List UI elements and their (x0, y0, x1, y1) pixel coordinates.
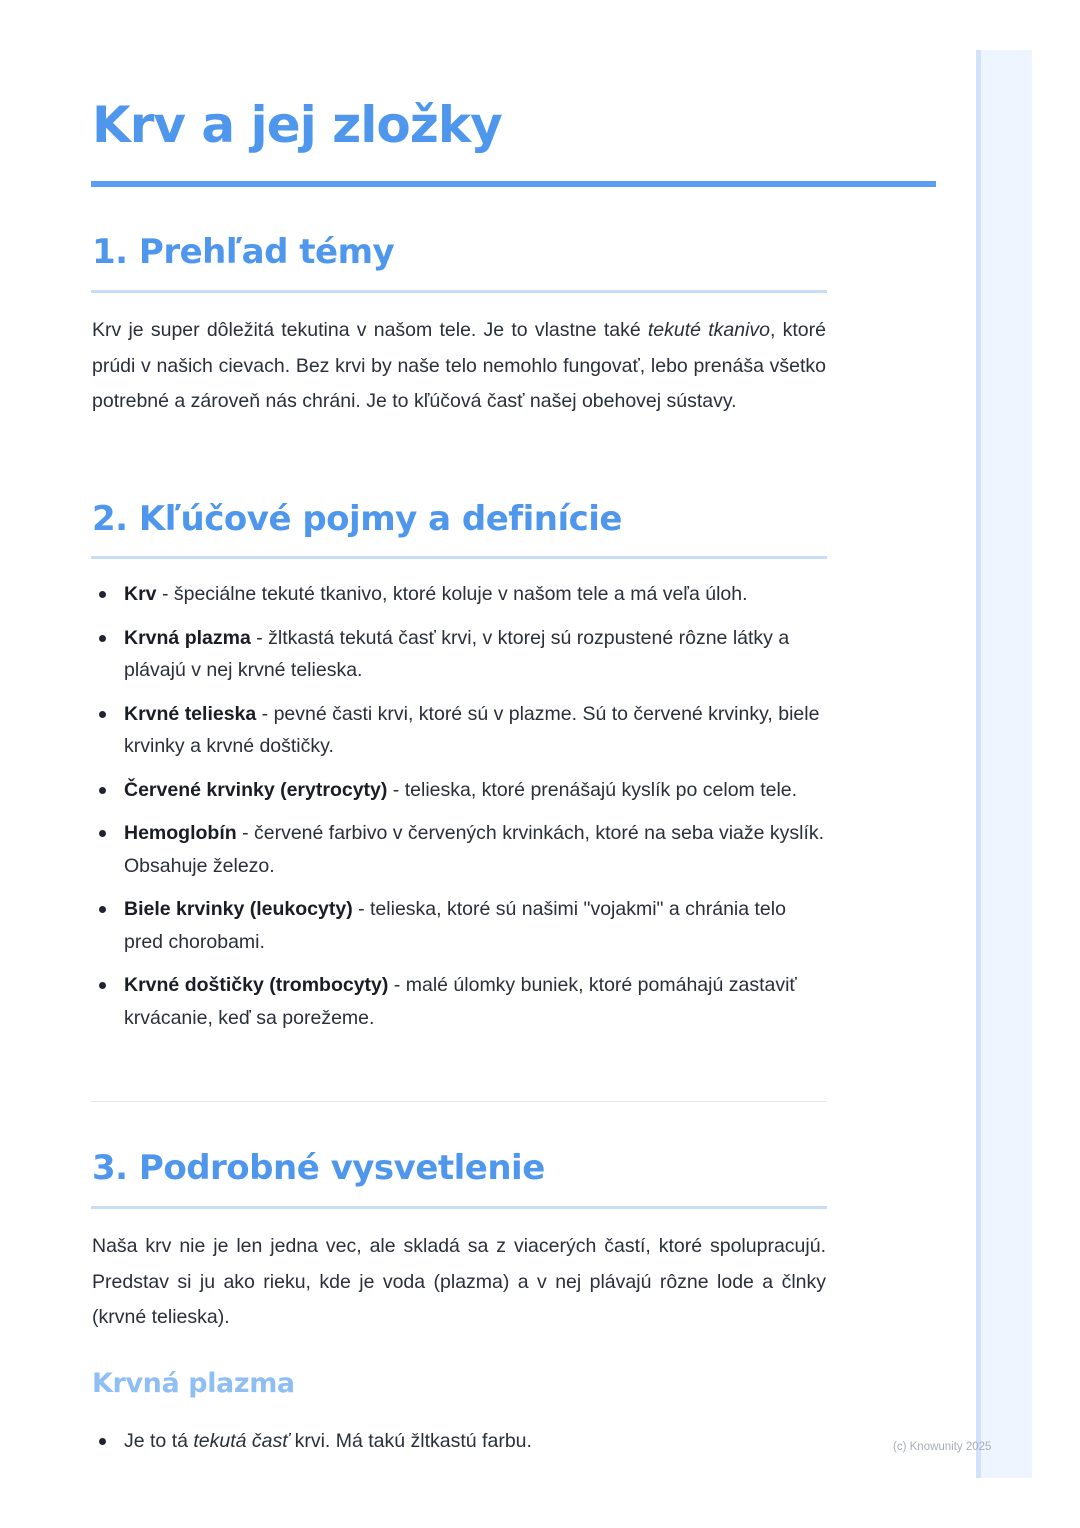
definition-text: - pevné časti krvi, ktoré sú v plazme. Sú to červené krvinky, biele krvinky a krvné doštičky. (124, 702, 820, 757)
definition-text: - malé úlomky buniek, ktoré pomáhajú zastaviť krvácanie, keď sa porežeme. (124, 974, 797, 1029)
section-1-paragraph (92, 313, 826, 420)
subsection-heading: Krvná plazma (92, 1368, 295, 1399)
definition-term: Krvné doštičky (trombocyty) (124, 974, 389, 996)
definition-text: - špeciálne tekuté tkanivo, ktoré koluje v našom tele a má veľa úloh. (156, 583, 748, 605)
list-text-end: krvi. Má takú žltkastú farbu. (289, 1430, 532, 1452)
definition-term: Červené krvinky (erytrocyty) (124, 778, 388, 801)
definition-item (92, 698, 828, 763)
bullet-icon (99, 711, 106, 718)
section-3-paragraph: Naša krv nie je len jedna vec, ale skladá sa z viacerých častí, ktoré spolupracujú. Predstav si ju ako rieku, kde je voda (plazma) a v nej plávajú rôzne lode a člnky (krvné telieska). (92, 1235, 826, 1328)
definition-text: - telieska, ktoré sú našimi "vojakmi" a chránia telo pred chorobami. (124, 898, 786, 953)
definition-term: Hemoglobín (124, 822, 237, 844)
bullet-icon (99, 906, 106, 913)
definition-item (92, 774, 828, 807)
section-3-underline (91, 1206, 827, 1209)
title-underline (91, 181, 936, 187)
list-item (92, 1425, 828, 1458)
definition-term: Krvné telieska (124, 702, 257, 725)
definition-text: - žltkastá tekutá časť krvi, v ktorej sú rozpustené rôzne látky a plávajú v nej krvné telieska. (124, 626, 790, 681)
bullet-icon (99, 1438, 106, 1445)
definition-text: - telieska, ktoré prenášajú kyslík po celom tele. (387, 778, 798, 801)
section-1-text-end: , ktoré prúdi v našich cievach. Bez krvi by naše telo nemohlo fungovať, lebo prenáša všetko potrebné a zároveň nás chráni. Je to kľúčová časť našej obehovej sústavy. (92, 319, 826, 412)
definitions-list (92, 578, 828, 1045)
definition-term: Krv (124, 583, 157, 605)
side-margin-strip (976, 50, 1032, 1478)
section-1-emphasis: tekuté tkanivo (647, 319, 771, 341)
section-1-heading: 1. Prehľad témy (92, 232, 395, 272)
definition-item (92, 893, 828, 958)
plasma-list (92, 1425, 828, 1458)
definition-text: - červené farbivo v červených krvinkách, ktoré na seba viaže kyslík. Obsahuje železo. (124, 822, 825, 877)
bullet-icon (99, 787, 106, 794)
document-title: Krv a jej zložky (92, 96, 502, 154)
section-1-text-start: Krv je super dôležitá tekutina v našom tele. Je to vlastne také (92, 319, 648, 341)
section-divider (91, 1101, 827, 1102)
definition-term: Biele krvinky (leukocyty) (124, 898, 353, 920)
bullet-icon (99, 591, 106, 598)
definition-term: Krvná plazma (124, 626, 251, 649)
definition-item (92, 578, 828, 611)
bullet-icon (99, 982, 106, 989)
list-text-start: Je to tá (124, 1430, 194, 1452)
bullet-icon (99, 830, 106, 837)
section-3-heading: 3. Podrobné vysvetlenie (92, 1148, 545, 1188)
section-2-underline (91, 556, 827, 559)
definition-item (92, 969, 828, 1034)
copyright-notice: (c) Knowunity 2025 (893, 1441, 992, 1453)
list-emphasis: tekutá časť (193, 1430, 290, 1452)
section-1-underline (91, 290, 827, 293)
section-2-heading: 2. Kľúčové pojmy a definície (92, 499, 622, 539)
definition-item (92, 817, 828, 882)
bullet-icon (99, 635, 106, 642)
definition-item (92, 622, 828, 687)
